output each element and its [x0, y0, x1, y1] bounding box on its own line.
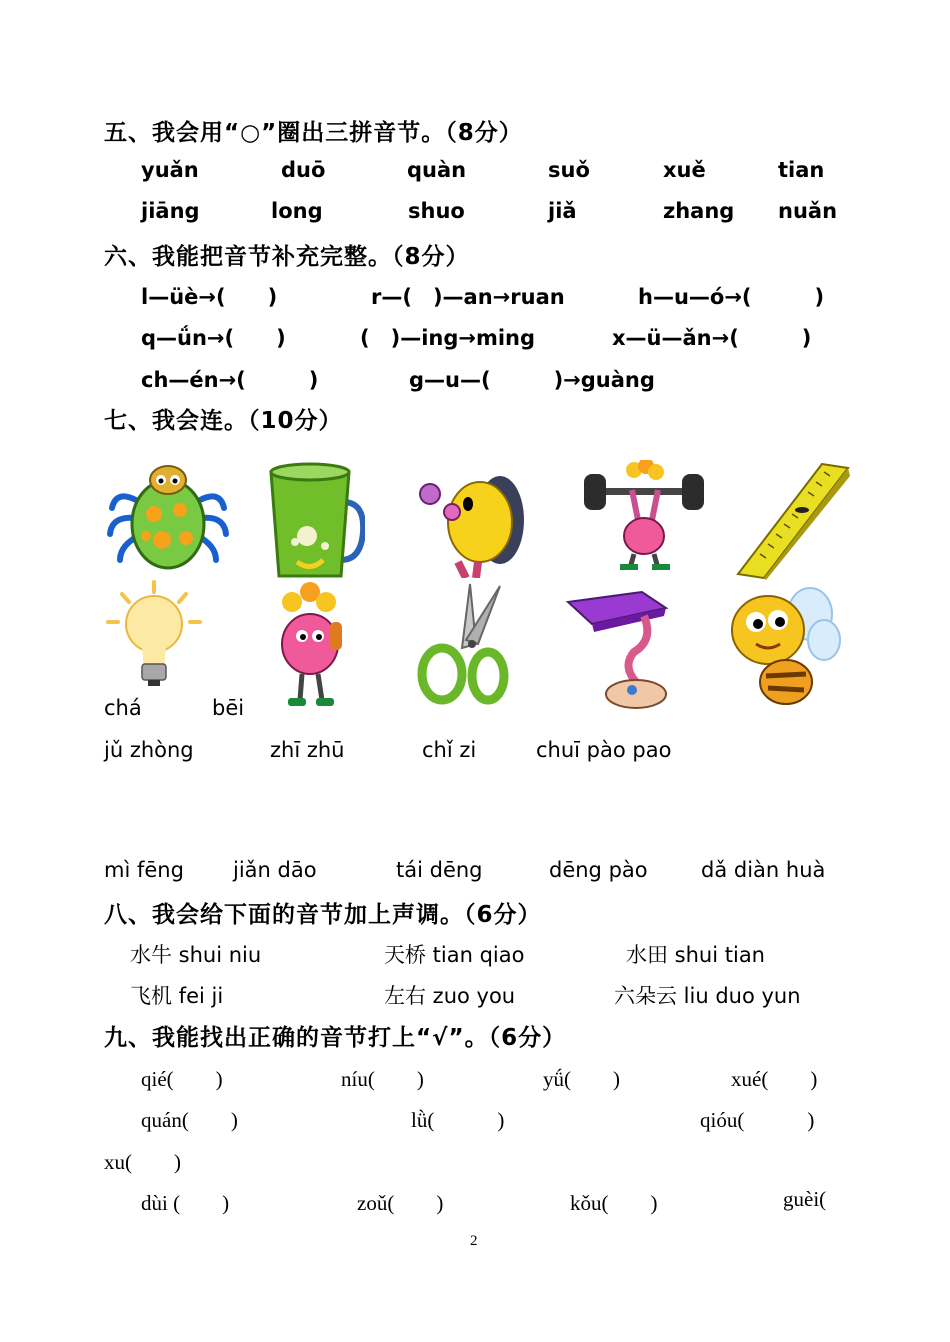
check-item: zoǔ( ) — [357, 1191, 444, 1215]
tone-item: 水牛 shui niu — [130, 943, 262, 967]
fill-item: r—( )—an→ruan — [371, 285, 565, 309]
pinyin-label: chǐ zi — [422, 738, 477, 762]
syllable: yuǎn — [141, 158, 199, 182]
syllable: shuo — [408, 199, 465, 223]
ruler-icon — [732, 462, 850, 580]
tone-item: 六朵云 liu duo yun — [614, 984, 801, 1008]
section-6-title: 六、我能把音节补充完整。（8分） — [104, 244, 470, 270]
pinyin-label: tái dēng — [396, 858, 483, 882]
syllable: jiāng — [141, 199, 200, 223]
tone-item: 飞机 fei ji — [130, 984, 224, 1008]
pinyin-label: chuī pào pao — [536, 738, 672, 762]
section-7-title: 七、我会连。（10分） — [104, 408, 343, 434]
spider-icon — [106, 460, 230, 572]
section-5-title: 五、我会用“○”圈出三拼音节。（8分） — [104, 120, 523, 146]
syllable: zhang — [663, 199, 735, 223]
pinyin-label: jǔ zhòng — [104, 738, 194, 762]
syllable: nuǎn — [778, 199, 838, 223]
check-item: quán( ) — [141, 1108, 238, 1132]
check-item: xué( ) — [731, 1067, 818, 1091]
check-item: xu( ) — [104, 1150, 181, 1174]
syllable: suǒ — [548, 158, 590, 182]
check-item: qióu( ) — [700, 1108, 815, 1132]
syllable: long — [271, 199, 323, 223]
fill-item: g—u—( )→guàng — [409, 368, 655, 392]
tone-item: 左右 zuo you — [384, 984, 516, 1008]
desk-lamp-icon — [562, 590, 680, 716]
pinyin-label: chá — [104, 696, 142, 720]
bee-icon — [726, 578, 842, 716]
page-number: 2 — [470, 1233, 478, 1249]
fill-item: x—ü—ǎn→( ) — [612, 326, 812, 350]
section-8-title: 八、我会给下面的音节加上声调。（6分） — [104, 902, 542, 928]
syllable: xuě — [663, 158, 706, 182]
check-item: kǒu( ) — [570, 1191, 658, 1215]
check-item: níu( ) — [341, 1067, 424, 1091]
light-bulb-icon — [104, 580, 204, 688]
weightlifter-icon — [580, 460, 708, 572]
tone-item: 水田 shui tian — [626, 943, 765, 967]
tone-item: 天桥 tian qiao — [384, 943, 525, 967]
bubble-boy-icon — [416, 462, 530, 578]
check-item: lǜ( ) — [411, 1108, 505, 1132]
section-9-title: 九、我能找出正确的音节打上“√”。（6分） — [104, 1025, 567, 1051]
syllable: jiǎ — [548, 199, 577, 223]
pinyin-label: zhī zhū — [270, 738, 345, 762]
fill-item: l—üè→( ) — [141, 285, 278, 309]
syllable: quàn — [407, 158, 467, 182]
telephone-character-icon — [270, 582, 354, 714]
fill-item: ch—én→( ) — [141, 368, 319, 392]
pinyin-label: jiǎn dāo — [233, 858, 317, 882]
fill-item: h—u—ó→( ) — [638, 285, 825, 309]
syllable: duō — [281, 158, 326, 182]
pinyin-label: dēng pào — [549, 858, 648, 882]
pinyin-label: mì fēng — [104, 858, 184, 882]
pinyin-label: bēi — [212, 696, 245, 720]
pinyin-label: dǎ diàn huà — [701, 858, 826, 882]
syllable: tian — [778, 158, 825, 182]
check-item: yǘ( ) — [543, 1067, 620, 1091]
fill-item: q—ǘn→( ) — [141, 326, 286, 350]
cup-icon — [267, 462, 365, 580]
check-item: qié( ) — [141, 1067, 223, 1091]
fill-item: ( )—ing→ming — [360, 326, 536, 350]
check-item: dùi ( ) — [141, 1191, 230, 1215]
check-item: guèi( — [783, 1187, 827, 1211]
scissors-icon — [414, 580, 510, 706]
